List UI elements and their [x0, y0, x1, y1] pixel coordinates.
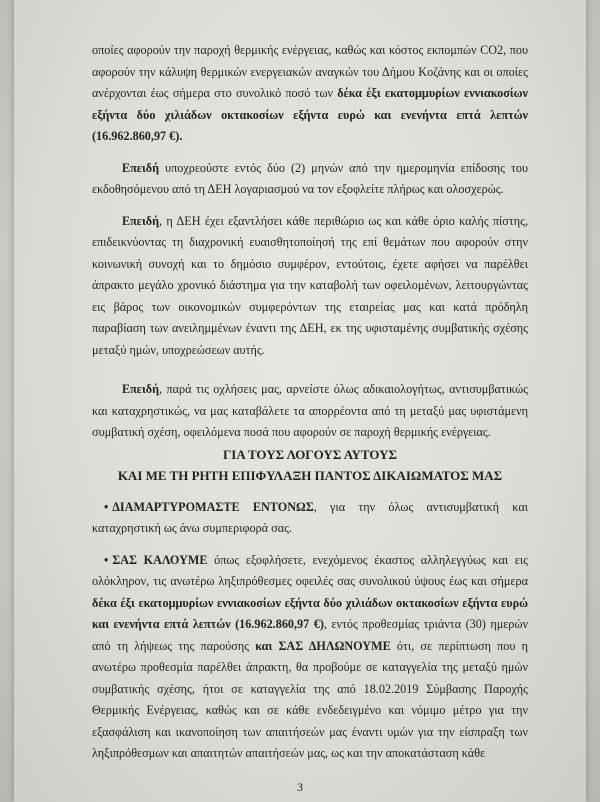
whereas-keyword: Επειδή — [122, 213, 160, 228]
paragraph-text: , η ΔΕΗ έχει εξαντλήσει κάθε περιθώριο ως και κάθε όριο καλής πίστης, επιδεικνύοντας τη διαχρονική ευαισθητοποίησή της επί θεμάτων που αφορούν στην κοινωνική συνοχή και το δημόσιο συμφέρον, εντούτοις, έχετε αφήσει να παρέλθει άπρακτο μεγάλο χρονικό διάστημα για την καταβολή των οφειλομένων, λειτουργώντας εις βάρος των οικονομικών συμφερόντων της εταιρείας μας και κατά πρόδηλη παραβίαση των ανειλημμένων έναντι της ΔΕΗ, εκ της υφισταμένης συμβατικής σχέσης μεταξύ ημών, υποχρεώσεων αυτής. — [92, 213, 528, 357]
section-heading: ΓΙΑ ΤΟΥΣ ΛΟΓΟΥΣ ΑΥΤΟΥΣ — [222, 446, 397, 462]
paragraph-good-faith — [92, 211, 528, 362]
paragraph-text: υποχρεούστε εντός δύο (2) μηνών από την ημερομηνία επίδοσης του εκδοθησόμενου από τη ΔΕΗ λογαριασμού να τον εξοφλείτε πλήρως και ολοσχερώς. — [92, 160, 528, 196]
bullet-marker: • — [104, 552, 109, 567]
paragraph-refusal — [92, 379, 528, 444]
bullet-marker: • — [104, 499, 109, 514]
declaration-keyword: και ΣΑΣ ΔΗΛΩΝΟΥΜΕ — [255, 638, 391, 653]
paragraph-text: οποίες αφορούν την παροχή θερμικής ενέργειας, καθώς και κόστος εκπομπών CO2, που αφορούν την κάλυψη θερμικών ενεργειακών αναγκών του Δήμου Κοζάνης και οι οποίες ανέρχονται έως σήμερα στο συνολικό ποσό των — [92, 43, 528, 100]
paragraph-text: όπως εξοφλήσετε, ενεχόμενος έκαστος αλληλεγγύως και εις ολόκληρον, τις ανωτέρω ληξιπρόθεσμες οφειλές σας συνολικού ύψους έως και σήμερα — [92, 552, 528, 588]
protest-keyword: ΔΙΑΜΑΡΤΥΡΟΜΑΣΤΕ ΕΝΤΟΝΩΣ — [112, 499, 314, 514]
whereas-keyword: Επειδή — [122, 382, 160, 396]
amount-in-words: δέκα έξι εκατομμυρίων εννιακοσίων εξήντα δύο χιλιάδων οκτακοσίων εξήντα ευρώ και ενενήντα επτά λεπτών (16.962.860,97 €). — [92, 86, 528, 143]
paragraph-text: , για την όλως αντισυμβατική και καταχρηστική ως άνω συμπεριφορά σας. — [92, 499, 529, 535]
demand-keyword: ΣΑΣ ΚΑΛΟΥΜΕ — [112, 552, 208, 567]
document-body — [92, 40, 528, 765]
bullet-demand — [92, 550, 528, 765]
bullet-protest — [92, 497, 528, 540]
paragraph-text: , παρά τις οχλήσεις μας, αρνείστε όλως αδικαιολογήτως, αντισυμβατικώς και καταχρηστικώς, να μας καταβάλετε τα απορρέοντα από τη μεταξύ μας υφιστάμενη συμβατική σχέση, οφειλόμενα ποσά που αφορούν σε παροχή θερμικής ενέργειας. — [92, 382, 528, 439]
paragraph-text: , εντός προθεσμίας τριάντα (30) ημερών από τη λήψεως της παρούσης — [92, 617, 528, 653]
paragraph-amount-summary — [92, 40, 528, 148]
page-number: 3 — [297, 780, 303, 794]
paragraph-payment-deadline — [92, 158, 528, 201]
document-page — [14, 0, 586, 802]
whereas-keyword: Επειδή — [122, 160, 160, 175]
paragraph-text: ότι, σε περίπτωση που η ανωτέρω προθεσμία παρέλθει άπρακτη, θα προβούμε σε καταγγελία της μεταξύ ημών συμβατικής σχέσης, ήτοι σε καταγγελία της από 18.02.2019 Σύμβασης Παροχής Θερμικής Ενέργειας, καθώς και σε κάθε ενδεδειγμένο και νόμιμο μέτρο για την εξασφάλιση και ικανοποίηση των απαιτήσεών μας έναντι υμών για την είσπραξη των ληξιπρόθεσμων και απαιτητών απαιτήσεών μας, ως και την αποκατάσταση κάθε — [92, 638, 529, 760]
amount-in-words: δέκα έξι εκατομμυρίων εννιακοσίων εξήντα δύο χιλιάδων οκτακοσίων εξήντα ευρώ και ενενήντα επτά λεπτών (16.962.860,97 €) — [92, 595, 528, 631]
section-subheading: ΚΑΙ ΜΕ ΤΗ ΡΗΤΗ ΕΠΙΦΥΛΑΞΗ ΠΑΝΤΟΣ ΔΙΚΑΙΩΜΑΤΟΣ ΜΑΣ — [117, 468, 503, 483]
